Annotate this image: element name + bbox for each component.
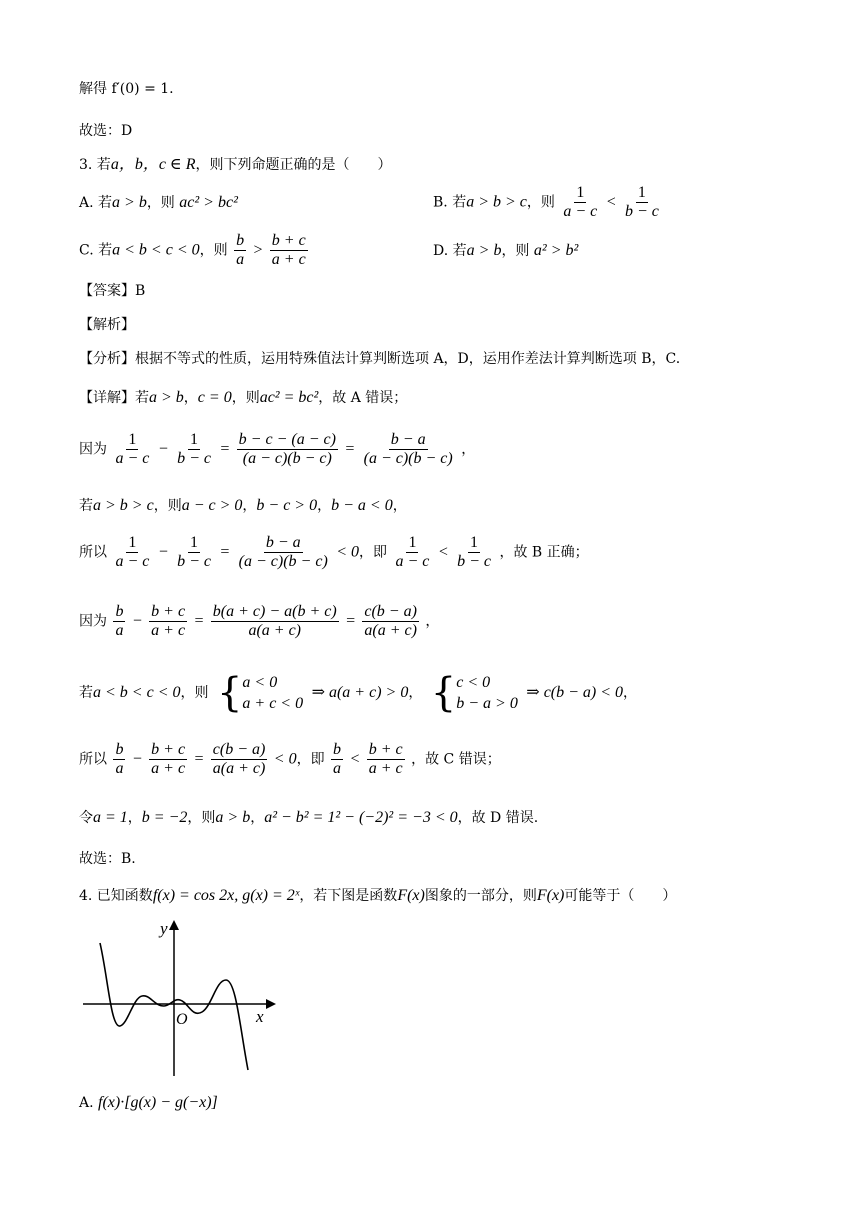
fraction: $\frac{1}{b - c}$ (177, 534, 211, 570)
question-4-option-a: A. f(x)·[g(x) − g(−x)] (79, 1094, 218, 1111)
detail-line-3: 若a > b > c，则a − c > 0，b − c > 0，b − a < 0， (79, 497, 407, 514)
detail-line-8: 令a = 1，b = −2，则a > b，a² − b² = 1² − (−2)² = −3 < 0，故 D 错误. (79, 809, 539, 826)
fraction: $\frac{b}{a}$ (115, 741, 124, 777)
solution-text: 解得 f′(0) = 1. (79, 81, 174, 97)
option-d: D. 若a > b，则 a² > b² (433, 242, 579, 259)
fraction: $\frac{1}{a - c}$ (563, 184, 598, 220)
analysis-heading: 【解析】 (79, 317, 135, 333)
detail-line-2: 因为 $\frac{1}{a - c}$ − $\frac{1}{b - c}$ = $\frac{b - c - (a - c)}{(a - c)(b - c)}$ = $\frac{b - a}{(a - c)(b - c)}$ ， (79, 431, 476, 467)
detail-line-7: 所以 $\frac{b}{a}$ − $\frac{b + c}{a + c}$ = $\frac{c(b - a)}{a(a + c)}$ < 0，即 $\frac{b}{a}$ < $\frac{b + c}{a + c}$ ，故 C 错误； (79, 741, 501, 777)
fraction: $\frac{c(b - a)}{a(a + c)}$ (212, 741, 266, 777)
answer-line: 【答案】B (79, 283, 146, 299)
fraction: $\frac{b + c}{a + c}$ (151, 741, 186, 777)
option-c: C. 若a < b < c < 0，则 $\frac{b}{a}$ > $\frac{b + c}{a + c}$ (79, 232, 306, 268)
origin-label: O (176, 1011, 188, 1028)
detail-line-5: 因为 $\frac{b}{a}$ − $\frac{b + c}{a + c}$ = $\frac{b(a + c) - a(b + c)}{a(a + c)}$ = $\frac{c(b - a)}{a(a + c)}$ ， (79, 603, 440, 639)
fraction: $\frac{1}{a - c}$ (395, 534, 430, 570)
fraction: $\frac{b + c}{a + c}$ (271, 232, 306, 268)
fraction: $\frac{1}{b - c}$ (177, 431, 211, 467)
fraction: $\frac{1}{a - c}$ (115, 534, 150, 570)
detail-line-1: 【详解】若a > b，c = 0，则ac² = bc²，故 A 错误； (79, 389, 408, 406)
fraction: $\frac{b - a}{(a - c)(b - c)}$ (238, 534, 328, 570)
x-axis-label: x (256, 1007, 264, 1026)
detail-line-4: 所以 $\frac{1}{a - c}$ − $\frac{1}{b - c}$ = $\frac{b - a}{(a - c)(b - c)}$ < 0，即 $\frac{1}{a - c}$ < $\frac{1}{b - c}$ ，故 B 正确； (79, 534, 589, 570)
fraction: $\frac{b}{a}$ (333, 741, 342, 777)
question-3-stem: 3. 若a，b，c ∈ R，则下列命题正确的是（ ） (79, 156, 392, 173)
final-choice: 故选：B. (79, 851, 136, 867)
function-graph (78, 918, 278, 1078)
fraction: $\frac{1}{a - c}$ (115, 431, 150, 467)
x-axis-arrow (266, 999, 276, 1009)
inequality-system: { c < 0 b − a > 0 (430, 670, 518, 716)
fraction: $\frac{b}{a}$ (236, 232, 245, 268)
fraction: $\frac{1}{b - c}$ (457, 534, 491, 570)
fraction: $\frac{b - c - (a - c)}{(a - c)(b - c)}$ (238, 431, 336, 467)
fraction: $\frac{b + c}{a + c}$ (151, 603, 186, 639)
inequality-system: { a < 0 a + c < 0 (216, 670, 304, 716)
option-b: B. 若a > b > c，则 $\frac{1}{a - c}$ < $\frac{1}{b - c}$ (433, 184, 659, 220)
solution-line-f-prime (79, 79, 174, 99)
option-a: A. 若a > b，则 ac² > bc² (79, 194, 238, 211)
fraction: $\frac{b(a + c) - a(b + c)}{a(a + c)}$ (212, 603, 337, 639)
fraction: $\frac{b - a}{(a - c)(b - c)}$ (363, 431, 453, 467)
fraction: $\frac{1}{b - c}$ (624, 184, 659, 220)
detail-line-6: 若a < b < c < 0，则 { a < 0 a + c < 0 ⇒ a(a + c) > 0， { c < 0 b − a > 0 ⇒ c(b − a) < 0， (79, 670, 638, 716)
choice-line-d: 故选：D (79, 123, 133, 139)
y-axis-arrow (169, 920, 179, 930)
question-4-stem: 4. 已知函数f(x) = cos 2x, g(x) = 2ˣ，若下图是函数F(x)图象的一部分，则F(x)可能等于（ ） (79, 887, 677, 904)
analysis-summary: 【分析】根据不等式的性质，运用特殊值法计算判断选项 A，D，运用作差法计算判断选项 B，C. (79, 351, 681, 367)
y-axis-label: y (160, 919, 168, 938)
fraction: $\frac{b}{a}$ (115, 603, 124, 639)
fraction: $\frac{c(b - a)}{a(a + c)}$ (364, 603, 417, 639)
fraction: $\frac{b + c}{a + c}$ (368, 741, 403, 777)
